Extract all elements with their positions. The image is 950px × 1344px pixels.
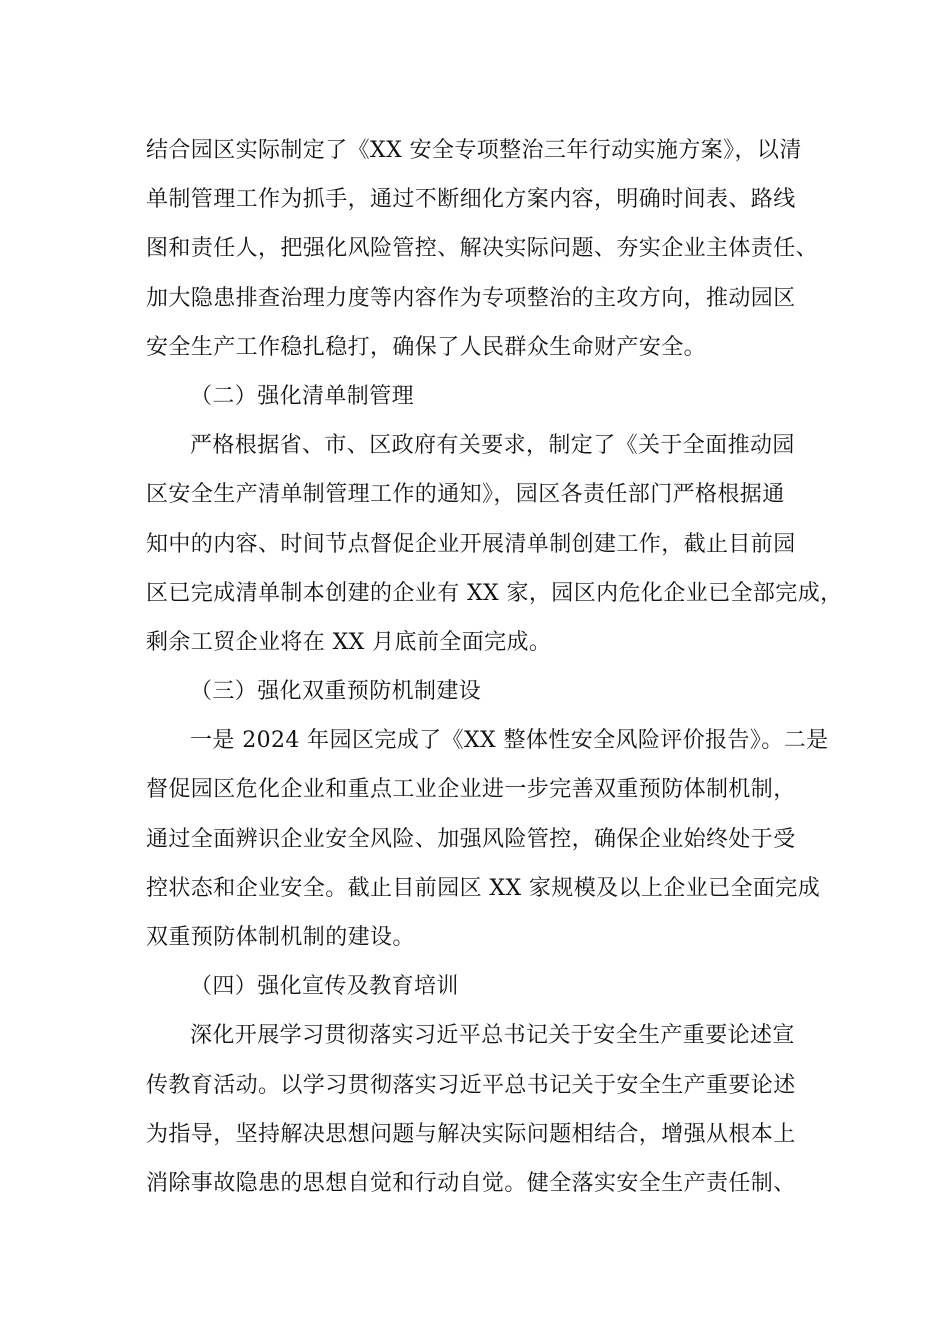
text-line: 安全生产工作稳扎稳打，确保了人民群众生命财产安全。 — [146, 334, 707, 360]
text-line: 区安全生产清单制管理工作的通知》，园区各责任部门严格根据通 — [146, 482, 785, 508]
text-line: 剩余工贸企业将在 XX 月底前全面完成。 — [146, 629, 552, 655]
text-line: 消除事故隐患的思想自觉和行动自觉。健全落实安全生产责任制、 — [146, 1170, 796, 1196]
text-line: 为指导，坚持解决思想问题与解决实际问题相结合，增强从根本上 — [146, 1121, 796, 1147]
section-heading: （三）强化双重预防机制建设 — [190, 679, 482, 705]
text-line: 结合园区实际制定了《XX 安全专项整治三年行动实施方案》，以清 — [146, 138, 802, 163]
text-line: 加大隐患排查治理力度等内容作为专项整治的主攻方向，推动园区 — [146, 285, 796, 311]
text-line: 区已完成清单制本创建的企业有 XX 家，园区内危化企业已全部完成， — [146, 580, 843, 606]
text-line: 知中的内容、时间节点督促企业开展清单制创建工作，截止目前园 — [146, 531, 796, 557]
document-body — [146, 126, 843, 1208]
text-line: 督促园区危化企业和重点工业企业进一步完善双重预防体制机制， — [146, 777, 796, 803]
text-line: 传教育活动。以学习贯彻落实习近平总书记关于安全生产重要论述 — [146, 1072, 796, 1098]
text-line: 单制管理工作为抓手，通过不断细化方案内容，明确时间表、路线 — [146, 187, 796, 213]
text-line: 深化开展学习贯彻落实习近平总书记关于安全生产重要论述宣 — [190, 1023, 795, 1049]
text-line: 通过全面辨识企业安全风险、加强风险管控，确保企业始终处于受 — [146, 826, 796, 852]
text-line: 一是 2024 年园区完成了《XX 整体性安全风险评价报告》。二是 — [190, 728, 829, 754]
text-line: 控状态和企业安全。截止目前园区 XX 家规模及以上企业已全面完成 — [146, 875, 821, 901]
text-line: 图和责任人，把强化风险管控、解决实际问题、夯实企业主体责任、 — [146, 236, 819, 262]
section-heading: （四）强化宣传及教育培训 — [190, 974, 459, 1000]
text-line: 双重预防体制机制的建设。 — [146, 925, 415, 950]
section-heading: （二）强化清单制管理 — [190, 383, 415, 409]
text-line: 严格根据省、市、区政府有关要求，制定了《关于全面推动园 — [190, 433, 795, 459]
